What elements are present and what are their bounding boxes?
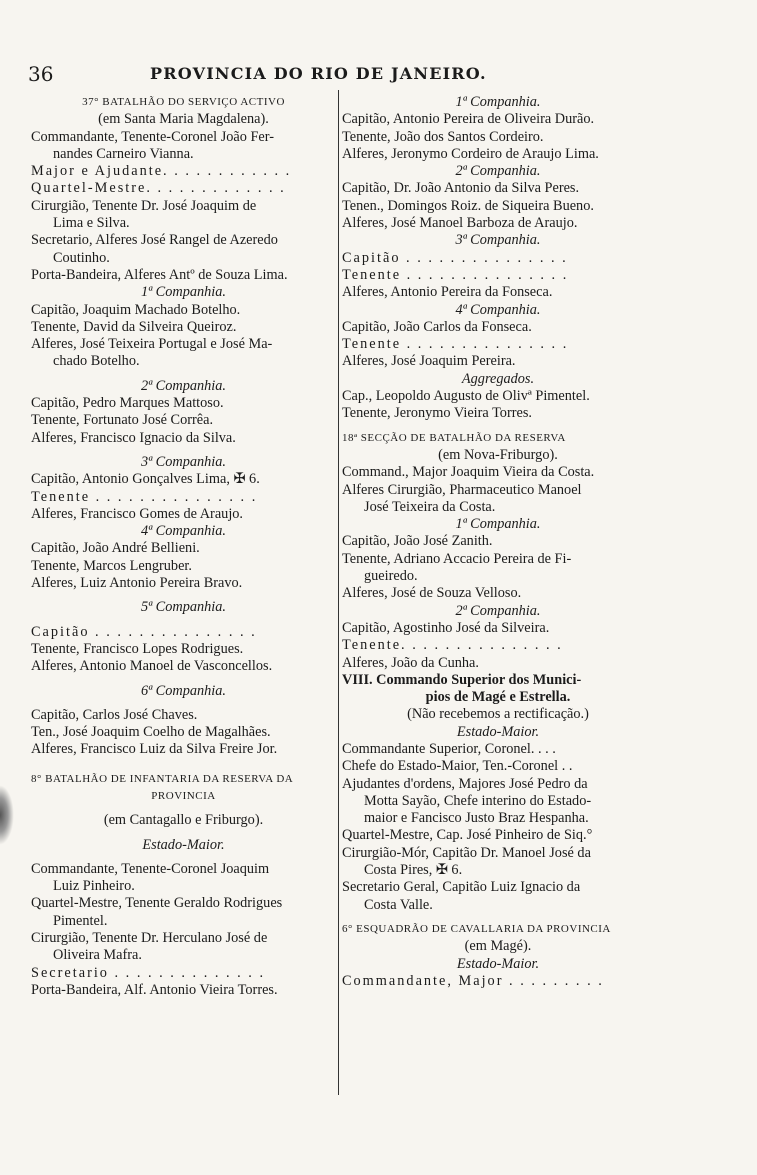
text-line: (em Magé). xyxy=(464,938,532,955)
text-line: 6ª Companhia. xyxy=(141,682,226,699)
text-line: Tenente . . . . . . . . . . . . . . . xyxy=(31,488,258,505)
text-line: Cirurgião-Mór, Capitão Dr. Manoel José da xyxy=(342,844,591,861)
text-line: José Teixeira da Costa. xyxy=(364,498,496,515)
text-line: 2ª Companhia. xyxy=(455,602,541,619)
text-line: 3ª Companhia. xyxy=(455,232,541,249)
text-line: Oliveira Mafra. xyxy=(53,947,142,964)
text-line: Alferes, Francisco Luiz da Silva Freire Jor. xyxy=(31,741,278,758)
text-line: 2ª Companhia. xyxy=(455,163,541,180)
text-line: Capitão, Pedro Marques Mattoso. xyxy=(31,395,224,412)
text-line: Capitão, Antonio Pereira de Oliveira Durão. xyxy=(342,111,595,128)
text-line: gueiredo. xyxy=(364,568,418,585)
text-line: 37° BATALHÃO DO SERVIÇO ACTIVO xyxy=(82,96,285,108)
line-spacer xyxy=(31,617,336,624)
running-head: PROVINCIA DO RIO DE JANEIRO. xyxy=(150,64,487,83)
text-line: maior e Fancisco Justo Braz Hespanha. xyxy=(364,810,589,827)
text-line: 8° BATALHÃO DE INFANTARIA DA RESERVA DA xyxy=(31,772,294,785)
text-line: nandes Carneiro Vianna. xyxy=(53,145,194,162)
line-spacer xyxy=(31,805,336,812)
text-line: 5ª Companhia. xyxy=(141,599,226,616)
text-line: Tenente. . . . . . . . . . . . . . . xyxy=(342,637,563,654)
text-line: Estado-Maior. xyxy=(142,836,225,853)
line-spacer xyxy=(342,423,654,430)
text-line: Tenente, David da Silveira Queiroz. xyxy=(31,318,237,335)
page-header xyxy=(28,62,538,84)
text-line: Commandante, Tenente-Coronel Joaquim xyxy=(31,860,270,877)
line-spacer xyxy=(31,759,336,771)
text-line: Alferes, José Teixeira Portugal e José Ma- xyxy=(31,336,273,353)
line-spacer xyxy=(31,592,336,599)
text-line: (em Cantagallo e Friburgo). xyxy=(103,812,264,829)
text-line: 1ª Companhia. xyxy=(455,94,541,110)
text-line: chado Botelho. xyxy=(53,353,140,370)
text-line: Porta-Bandeira, Alf. Antonio Vieira Torres. xyxy=(31,981,278,998)
text-line: Cap., Leopoldo Augusto de Olivª Pimentel. xyxy=(342,388,590,405)
text-line: Secretario . . . . . . . . . . . . . . xyxy=(31,964,266,981)
text-line: Alferes, José Manoel Barboza de Araujo. xyxy=(342,215,578,232)
text-line: Quartel-Mestre, Tenente Geraldo Rodrigues xyxy=(31,895,283,912)
text-line: Costa Pires, ✠ 6. xyxy=(364,862,463,879)
text-line: Secretario Geral, Capitão Luiz Ignacio da xyxy=(342,879,581,896)
line-spacer xyxy=(31,854,336,861)
text-line: Capitão, João José Zanith. xyxy=(342,533,493,550)
text-line: PROVINCIA xyxy=(151,789,216,802)
text-line: Capitão, João André Bellieni. xyxy=(31,540,200,557)
text-line: Tenente, Adriano Accacio Pereira de Fi- xyxy=(342,550,572,567)
text-line: Alferes Cirurgião, Pharmaceutico Manoel xyxy=(342,481,582,498)
line-spacer xyxy=(31,700,336,707)
text-line: Pimentel. xyxy=(53,912,108,929)
text-line: Tenente, Jeronymo Vieira Torres. xyxy=(342,405,532,422)
text-line: Ajudantes d'ordens, Majores José Pedro da xyxy=(342,775,588,792)
text-line: Capitão, Antonio Gonçalves Lima, ✠ 6. xyxy=(31,471,260,488)
text-line: Quartel-Mestre. . . . . . . . . . . . . xyxy=(31,180,286,197)
text-line: Alferes, Francisco Ignacio da Silva. xyxy=(31,429,236,446)
text-line: 1ª Companhia. xyxy=(455,516,541,533)
line-spacer xyxy=(31,830,336,837)
text-line: Porta-Bandeira, Alferes Antº de Souza Lima. xyxy=(31,266,288,283)
text-line: 6° ESQUADRÃO DE CAVALLARIA DA PROVINCIA xyxy=(342,922,611,935)
text-line: VIII. Commando Superior dos Munici- xyxy=(342,671,582,688)
text-line: Cirurgião, Tenente Dr. Herculano José de xyxy=(31,930,268,947)
line-spacer xyxy=(31,447,336,454)
text-line: Ten., José Joaquim Coelho de Magalhães. xyxy=(31,724,271,741)
text-line: Capitão, Dr. João Antonio da Silva Peres. xyxy=(342,180,580,197)
text-line: Estado-Maior. xyxy=(456,723,540,740)
text-line: Cirurgião, Tenente Dr. José Joaquim de xyxy=(31,197,257,214)
text-line: 4ª Companhia. xyxy=(141,523,226,540)
text-line: Alferes, Luiz Antonio Pereira Bravo. xyxy=(31,575,243,592)
text-line: 1ª Companhia. xyxy=(141,284,226,301)
text-line: 3ª Companhia. xyxy=(141,453,226,470)
right-column xyxy=(342,94,654,990)
text-line: Lima e Silva. xyxy=(53,215,130,232)
text-line: Commandante Superior, Coronel. . . . xyxy=(342,740,556,757)
text-line: Tenente . . . . . . . . . . . . . . . xyxy=(342,336,569,353)
text-line: 18ª SECÇÃO DE BATALHÃO DA RESERVA xyxy=(342,431,566,444)
line-spacer xyxy=(31,676,336,683)
text-line: 2ª Companhia. xyxy=(141,377,226,394)
text-line: Motta Sayão, Chefe interino do Estado- xyxy=(364,792,592,809)
text-line: Capitão, João Carlos da Fonseca. xyxy=(342,318,532,335)
text-line: Coutinho. xyxy=(53,249,110,266)
text-line: 4ª Companhia. xyxy=(455,301,541,318)
text-line: Chefe do Estado-Maior, Ten.-Coronel . . xyxy=(342,758,573,775)
text-line: Costa Valle. xyxy=(364,896,433,913)
column-divider xyxy=(338,90,339,1095)
text-line: Commandante, Tenente-Coronel João Fer- xyxy=(31,128,275,145)
text-line: Alferes, Antonio Manoel de Vasconcellos. xyxy=(31,658,273,675)
page-edge-mark xyxy=(0,785,14,845)
text-line: Alferes, José de Souza Velloso. xyxy=(342,585,522,602)
text-line: Capitão . . . . . . . . . . . . . . . xyxy=(31,623,257,640)
text-line: Estado-Maior. xyxy=(456,955,540,972)
text-line: (em Nova-Friburgo). xyxy=(438,446,558,463)
text-line: (Não recebemos a rectificação.) xyxy=(407,706,589,723)
text-line: Capitão, Carlos José Chaves. xyxy=(31,706,198,723)
text-line: Alferes, José Joaquim Pereira. xyxy=(342,353,516,370)
text-line: Tenente, Marcos Lengruber. xyxy=(31,557,192,574)
text-line: Aggregados. xyxy=(461,370,535,387)
text-line: Capitão . . . . . . . . . . . . . . . xyxy=(342,249,568,266)
text-line: Luiz Pinheiro. xyxy=(53,878,135,895)
text-line: Capitão, Joaquim Machado Botelho. xyxy=(31,301,241,318)
text-line: Alferes, Antonio Pereira da Fonseca. xyxy=(342,284,553,301)
text-line: (em Santa Maria Magdalena). xyxy=(98,111,269,128)
text-line: pios de Magé e Estrella. xyxy=(425,689,571,706)
text-line: Capitão, Agostinho José da Silveira. xyxy=(342,619,550,636)
text-line: Command., Major Joaquim Vieira da Costa. xyxy=(342,464,595,481)
text-line: Secretario, Alferes José Rangel de Azeredo xyxy=(31,232,278,249)
text-line: Tenente, João dos Santos Cordeiro. xyxy=(342,128,544,145)
text-line: Alferes, João da Cunha. xyxy=(342,654,479,671)
text-line: Tenen., Domingos Roiz. de Siqueira Bueno. xyxy=(342,197,594,214)
text-line: Major e Ajudante. . . . . . . . . . . . xyxy=(31,163,292,180)
text-line: Alferes, Francisco Gomes de Araujo. xyxy=(31,505,244,522)
text-line: Alferes, Jeronymo Cordeiro de Araujo Lima. xyxy=(342,145,599,162)
text-line: Commandante, Major . . . . . . . . . xyxy=(342,972,604,989)
line-spacer xyxy=(31,371,336,378)
text-line: Tenente, Fortunato José Corrêa. xyxy=(31,412,214,429)
left-column xyxy=(31,94,336,999)
text-line: Tenente, Francisco Lopes Rodrigues. xyxy=(31,640,244,657)
line-spacer xyxy=(342,914,654,921)
page-number: 36 xyxy=(28,62,54,86)
text-line: Tenente . . . . . . . . . . . . . . . xyxy=(342,266,569,283)
text-line: Quartel-Mestre, Cap. José Pinheiro de Siq.° xyxy=(342,827,593,844)
